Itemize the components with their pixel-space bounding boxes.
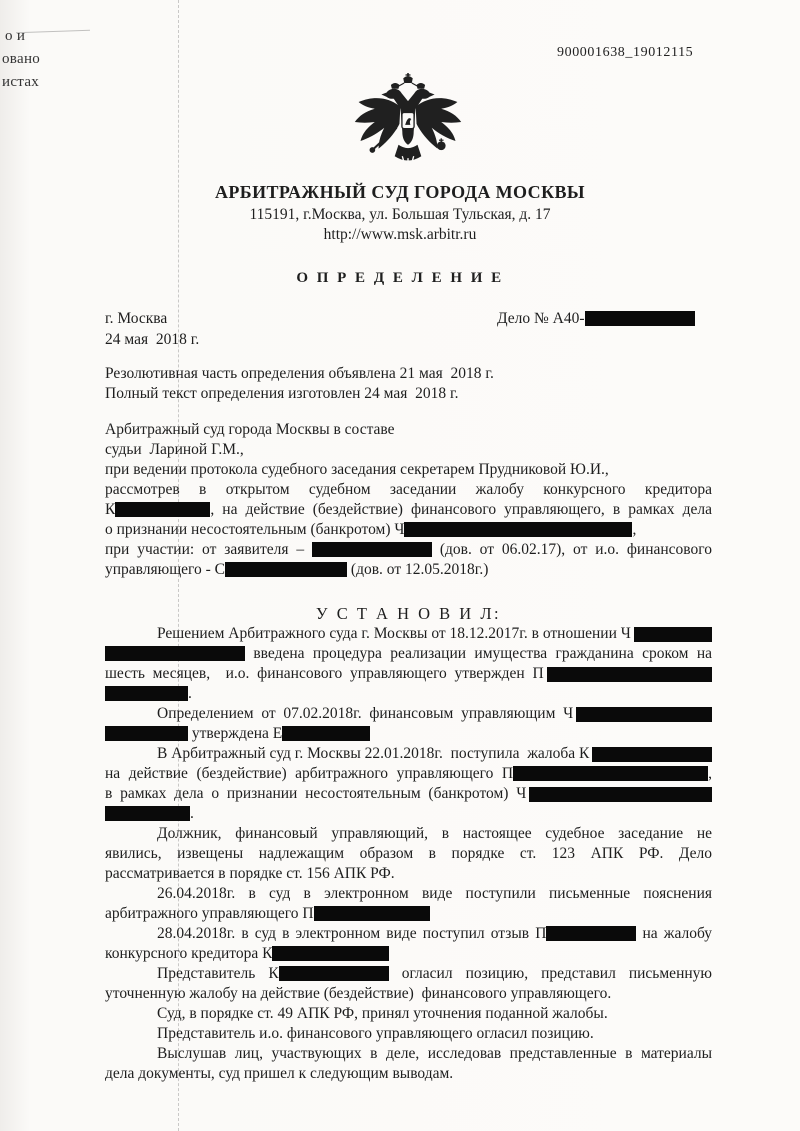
left-margin-fragment: овано (2, 51, 41, 67)
left-margin-fragment: истах (2, 74, 40, 90)
section-heading (105, 604, 712, 624)
document-line (105, 384, 712, 404)
text-segment: В Арбитражный суд г. Москвы 22.01.2018г. поступила жалоба К (157, 745, 590, 762)
text-segment: Представитель и.о. финансового управляющего огласил позицию. (157, 1025, 594, 1042)
document-line (105, 560, 712, 580)
text-segment: арбитражного управляющего П (105, 905, 314, 922)
text-segment: утверждена Е (188, 725, 283, 742)
document-line (105, 804, 712, 824)
text-segment: 26.04.2018г. в суд в электронном виде поступили письменные пояснения (157, 885, 712, 902)
redaction-bar (279, 966, 389, 981)
redaction-bar (529, 787, 712, 802)
text-segment: при участии: от заявителя – (105, 541, 312, 558)
text-segment: рассмотрев в открытом судебном заседании жалобу конкурсного кредитора (105, 481, 712, 498)
redaction-bar (115, 502, 210, 517)
text-segment: , (632, 521, 637, 538)
text-segment: . (190, 805, 194, 822)
text-segment: Суд, в порядке ст. 49 АПК РФ, принял уточнения поданной жалобы. (157, 1005, 608, 1022)
redaction-bar (546, 926, 636, 941)
text-segment: (дов. от 06.02.17), от и.о. финансового (431, 541, 712, 558)
redaction-bar (105, 806, 190, 821)
document-line (105, 984, 712, 1004)
document-line (105, 460, 712, 480)
case-number-label: Дело № А40- (497, 310, 585, 327)
document-line (105, 924, 712, 944)
redaction-bar (312, 542, 432, 557)
document-line (105, 540, 712, 560)
document-line (105, 644, 712, 664)
text-segment: (дов. от 12.05.2018г.) (347, 561, 489, 578)
text-segment: 24 мая 2018 г. (105, 331, 200, 348)
city-label: г. Москва (105, 310, 168, 327)
document-line (105, 1024, 712, 1044)
document-line (105, 1064, 712, 1084)
case-number (497, 308, 695, 330)
document-line (105, 684, 712, 704)
document-line (105, 624, 712, 644)
document-line (105, 364, 712, 384)
coat-of-arms-eagle-icon (351, 72, 465, 177)
document-type-heading: О П Р Е Д Е Л Е Н И Е (296, 270, 504, 286)
document-line (105, 1004, 712, 1024)
text-segment: Определением от 07.02.2018г. финансовым управляющим Ч (157, 705, 574, 722)
left-margin-fragment: о и (5, 28, 26, 44)
text-segment: Арбитражный суд города Москвы в составе (105, 421, 395, 438)
redaction-bar (513, 766, 708, 781)
text-segment: рассматривается в порядке ст. 156 АПК РФ. (105, 865, 395, 882)
document-line (105, 964, 712, 984)
text-segment: Полный текст определения изготовлен 24 мая 2018 г. (105, 385, 459, 402)
document-line (105, 844, 712, 864)
document-line (105, 420, 712, 440)
redaction-bar (105, 686, 188, 701)
document-line (105, 884, 712, 904)
redaction-bar (576, 707, 712, 722)
text-segment: 28.04.2018г. в суд в электронном виде поступил отзыв П (157, 925, 547, 942)
text-segment: . (188, 685, 192, 702)
text-segment: в рамках дела о признании несостоятельным (банкротом) Ч (105, 785, 527, 802)
document-line (105, 744, 712, 764)
document-line (105, 724, 712, 744)
text-segment: Должник, финансовый управляющий, в настоящее судебное заседание не (157, 825, 712, 842)
document-line (105, 664, 712, 684)
text-segment: судьи Лариной Г.М., (105, 441, 244, 458)
document-line (105, 520, 712, 540)
court-website-url: http://www.msk.arbitr.ru (323, 226, 477, 243)
text-segment: конкурсного кредитора К (105, 945, 273, 962)
redaction-bar (547, 667, 712, 682)
text-segment: уточненную жалобу на действие (бездействие) финансового управляющего. (105, 985, 612, 1002)
text-segment: Решением Арбитражного суда г. Москвы от 18.12.2017г. в отношении Ч (157, 625, 631, 642)
text-segment: У С Т А Н О В И Л: (315, 604, 502, 623)
document-line (105, 480, 712, 500)
text-segment: К (105, 501, 116, 518)
redaction-bar (272, 946, 389, 961)
text-segment: шесть месяцев, и.о. финансового управляющего утвержден П (105, 665, 544, 682)
text-segment: явились, извещены надлежащим образом в порядке ст. 123 АПК РФ. Дело (105, 845, 712, 862)
scan-id-number: 900001638_19012115 (557, 45, 694, 60)
text-segment: на жалобу (636, 925, 712, 942)
redaction-bar (404, 522, 632, 537)
text-segment: Резолютивная часть определения объявлена 21 мая 2018 г. (105, 365, 494, 382)
redaction-bar (314, 906, 430, 921)
document-line (105, 440, 712, 460)
court-address: 115191, г.Москва, ул. Большая Тульская, д. 17 (249, 206, 551, 223)
text-segment: введена процедура реализации имущества гражданина сроком на (245, 645, 712, 662)
document-line (105, 944, 712, 964)
text-segment: при ведении протокола судебного заседания секретарем Прудниковой Ю.И., (105, 461, 609, 478)
text-segment: дела документы, суд пришел к следующим выводам. (105, 1065, 454, 1082)
document-line (105, 500, 712, 520)
redaction-bar (592, 747, 712, 762)
text-segment: управляющего - С (105, 561, 226, 578)
document-line (105, 784, 712, 804)
document-line (105, 704, 712, 724)
redaction-bar (585, 311, 695, 326)
case-row (105, 308, 712, 330)
document-line (105, 864, 712, 884)
redaction-bar (105, 646, 245, 661)
text-segment: Представитель К (157, 965, 279, 982)
document-body (105, 330, 712, 1084)
document-line (105, 330, 712, 350)
document-line (105, 824, 712, 844)
redaction-bar (634, 627, 712, 642)
text-segment: на действие (бездействие) арбитражного управляющего П (105, 765, 514, 782)
redaction-bar (282, 726, 370, 741)
text-segment: о признании несостоятельным (банкротом) Ч (105, 521, 405, 538)
text-segment: Выслушав лиц, участвующих в деле, исследовав представленные в материалы (157, 1045, 712, 1062)
document-line (105, 904, 712, 924)
document-line (105, 764, 712, 784)
text-segment: огласил позицию, представил письменную (388, 965, 712, 982)
court-name-heading: АРБИТРАЖНЫЙ СУД ГОРОДА МОСКВЫ (214, 182, 586, 202)
redaction-bar (105, 726, 188, 741)
redaction-bar (225, 562, 347, 577)
document-content (105, 308, 712, 1084)
text-segment: , (708, 765, 712, 782)
scan-artifact-horizontal-line (16, 30, 90, 34)
text-segment: , на действие (бездействие) финансового управляющего, в рамках дела (210, 501, 712, 518)
document-line (105, 1044, 712, 1064)
